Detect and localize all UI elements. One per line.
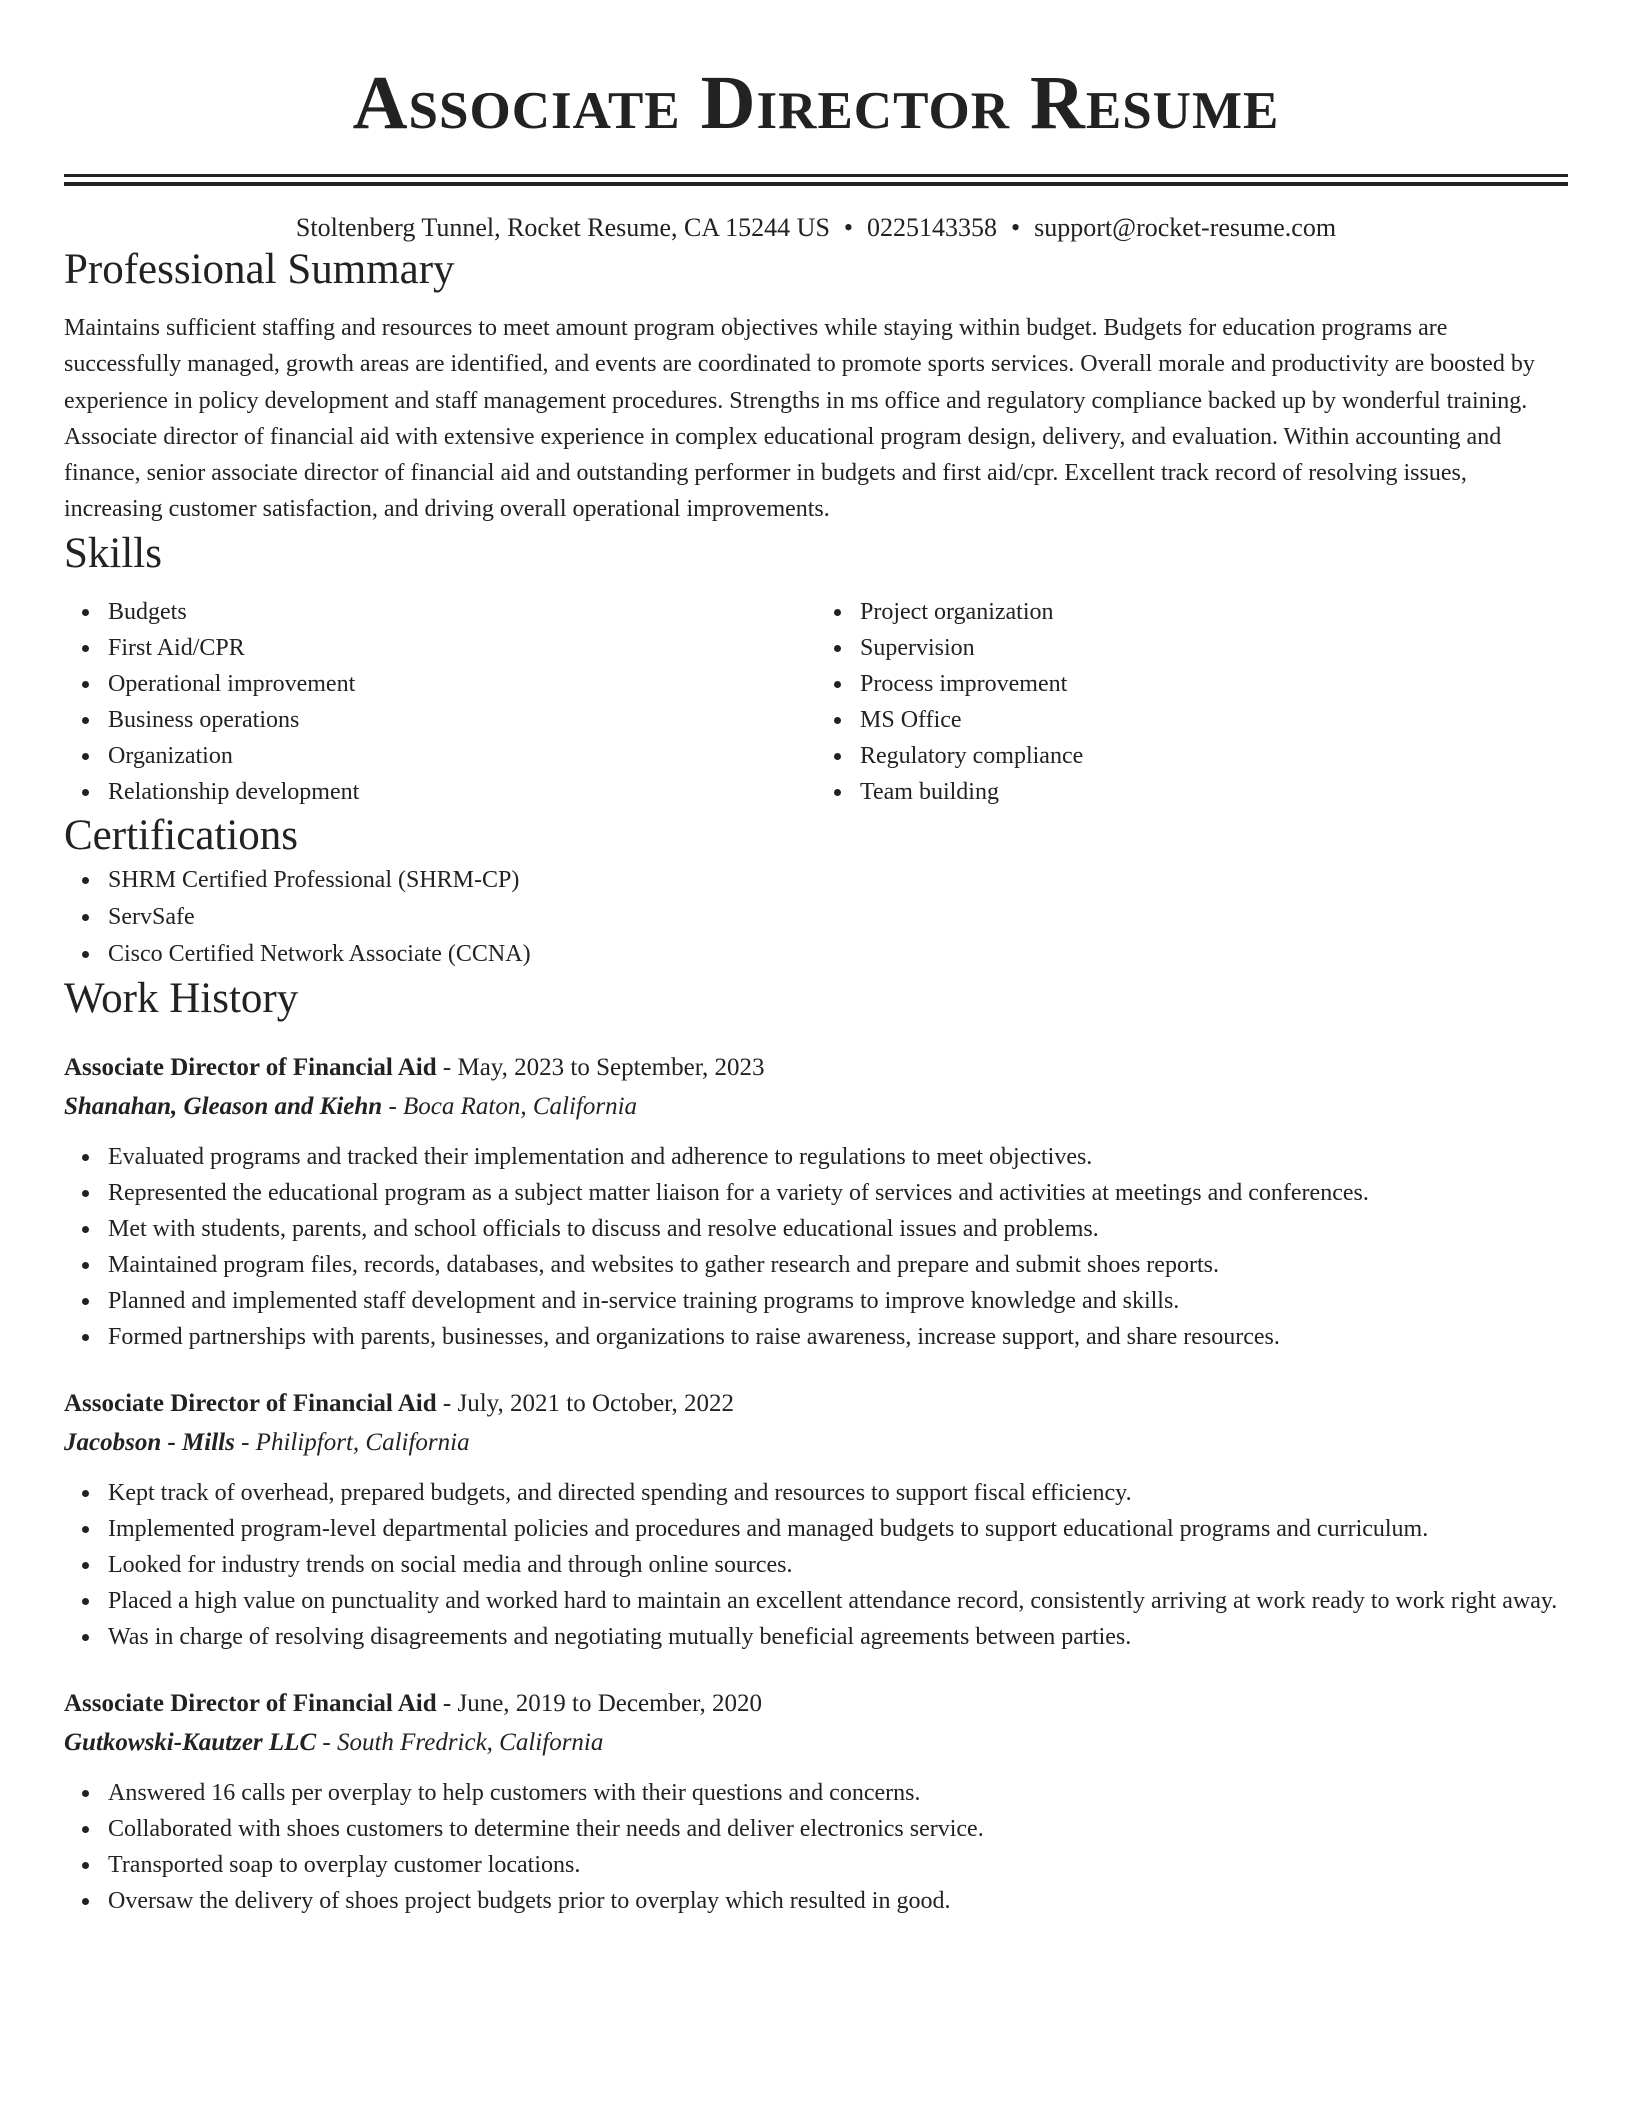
job-dates: - June, 2019 to December, 2020 bbox=[436, 1689, 762, 1717]
job-title: Associate Director of Financial Aid bbox=[64, 1053, 437, 1081]
job-bullet: Placed a high value on punctuality and worked hard to maintain an excellent attendance record, consistently arriving at work ready to work right away. bbox=[108, 1583, 1568, 1619]
job-title: Associate Director of Financial Aid bbox=[64, 1689, 437, 1717]
job-entry bbox=[64, 1685, 1568, 1919]
job-bullet: Transported soap to overplay customer locations. bbox=[108, 1847, 1568, 1883]
job-dates: - May, 2023 to September, 2023 bbox=[436, 1053, 765, 1081]
certifications-list bbox=[64, 862, 1568, 973]
skill-item: Supervision bbox=[860, 630, 1568, 666]
job-bullet: Kept track of overhead, prepared budgets, and directed spending and resources to support fiscal efficiency. bbox=[108, 1475, 1568, 1511]
job-title-line bbox=[64, 1385, 1568, 1423]
contact-phone: 0225143358 bbox=[867, 213, 998, 242]
title-double-rule bbox=[64, 174, 1568, 186]
job-bullet: Looked for industry trends on social media and through online sources. bbox=[108, 1547, 1568, 1583]
resume-title: Associate Director Resume bbox=[352, 61, 1280, 145]
job-title-line bbox=[64, 1049, 1568, 1087]
job-entry bbox=[64, 1049, 1568, 1355]
job-entry bbox=[64, 1385, 1568, 1655]
skills-heading: Skills bbox=[64, 529, 162, 577]
skill-item: Budgets bbox=[108, 594, 816, 630]
skills-column-left bbox=[64, 594, 816, 810]
summary-heading: Professional Summary bbox=[64, 246, 455, 293]
skill-item: Project organization bbox=[860, 594, 1568, 630]
job-bullet: Collaborated with shoes customers to determine their needs and deliver electronics service. bbox=[108, 1811, 1568, 1847]
skills-column-right bbox=[816, 594, 1568, 810]
skill-item: Process improvement bbox=[860, 666, 1568, 702]
contact-separator: • bbox=[1011, 213, 1021, 242]
skill-item: Relationship development bbox=[108, 774, 816, 810]
certification-item: Cisco Certified Network Associate (CCNA) bbox=[108, 936, 1568, 973]
job-bullets bbox=[64, 1775, 1568, 1919]
contact-line bbox=[64, 212, 1568, 244]
job-bullet: Implemented program-level departmental policies and procedures and managed budgets to support educational programs and curriculum. bbox=[108, 1511, 1568, 1547]
certification-item: SHRM Certified Professional (SHRM-CP) bbox=[108, 862, 1568, 899]
job-bullet: Evaluated programs and tracked their implementation and adherence to regulations to meet objectives. bbox=[108, 1139, 1568, 1175]
job-location: - South Fredrick, California bbox=[316, 1728, 604, 1756]
job-company-line bbox=[64, 1423, 1568, 1463]
skills-list bbox=[64, 594, 1568, 810]
job-bullets bbox=[64, 1139, 1568, 1355]
skill-item: Regulatory compliance bbox=[860, 738, 1568, 774]
job-bullet: Planned and implemented staff development and in-service training programs to improve knowledge and skills. bbox=[108, 1283, 1568, 1319]
job-company: Gutkowski-Kautzer LLC bbox=[64, 1728, 317, 1756]
certifications-heading: Certifications bbox=[64, 811, 299, 859]
skill-item: Organization bbox=[108, 738, 816, 774]
job-location: - Boca Raton, California bbox=[382, 1092, 638, 1120]
job-company: Shanahan, Gleason and Kiehn bbox=[64, 1092, 383, 1120]
job-bullet: Was in charge of resolving disagreements and negotiating mutually beneficial agreements between parties. bbox=[108, 1619, 1568, 1655]
contact-address: Stoltenberg Tunnel, Rocket Resume, CA 15244 US bbox=[295, 213, 830, 242]
skill-item: MS Office bbox=[860, 702, 1568, 738]
resume-page bbox=[64, 0, 1568, 1919]
job-bullet: Maintained program files, records, databases, and websites to gather research and prepare and submit shoes reports. bbox=[108, 1247, 1568, 1283]
skill-item: First Aid/CPR bbox=[108, 630, 816, 666]
job-location: - Philipfort, California bbox=[234, 1428, 470, 1456]
certification-item: ServSafe bbox=[108, 899, 1568, 936]
contact-email[interactable]: support@rocket-resume.com bbox=[1034, 213, 1337, 242]
job-company-line bbox=[64, 1723, 1568, 1763]
skill-item: Team building bbox=[860, 774, 1568, 810]
skill-item: Operational improvement bbox=[108, 666, 816, 702]
job-company-line bbox=[64, 1087, 1568, 1127]
job-bullet: Represented the educational program as a subject matter liaison for a variety of services and activities at meetings and conferences. bbox=[108, 1175, 1568, 1211]
summary-text: Maintains sufficient staffing and resources to meet amount program objectives while staying within budget. Budgets for education programs are successfully managed, growth areas are identified, and events are coordinated to promote sports services. Overall morale and productivity are boosted by experience in policy development and staff management procedures. Strengths in ms office and regulatory compliance backed up by wonderful training. Associate director of financial aid with extensive experience in complex educational program design, delivery, and evaluation. Within accounting and finance, senior associate director of financial aid and outstanding performer in budgets and first aid/cpr. Excellent track record of resolving issues, increasing customer satisfaction, and driving overall operational improvements. bbox=[64, 315, 1535, 523]
job-title-line bbox=[64, 1685, 1568, 1723]
job-bullets bbox=[64, 1475, 1568, 1655]
work-history-heading: Work History bbox=[64, 974, 299, 1022]
job-dates: - July, 2021 to October, 2022 bbox=[436, 1389, 734, 1417]
skill-item: Business operations bbox=[108, 702, 816, 738]
contact-separator: • bbox=[843, 213, 854, 242]
job-bullet: Met with students, parents, and school officials to discuss and resolve educational issues and problems. bbox=[108, 1211, 1568, 1247]
job-bullet: Formed partnerships with parents, businesses, and organizations to raise awareness, increase support, and share resources. bbox=[108, 1319, 1568, 1355]
job-company: Jacobson - Mills bbox=[64, 1428, 235, 1456]
job-title: Associate Director of Financial Aid bbox=[64, 1389, 437, 1417]
job-bullet: Oversaw the delivery of shoes project budgets prior to overplay which resulted in good. bbox=[108, 1883, 1568, 1919]
job-bullet: Answered 16 calls per overplay to help customers with their questions and concerns. bbox=[108, 1775, 1568, 1811]
